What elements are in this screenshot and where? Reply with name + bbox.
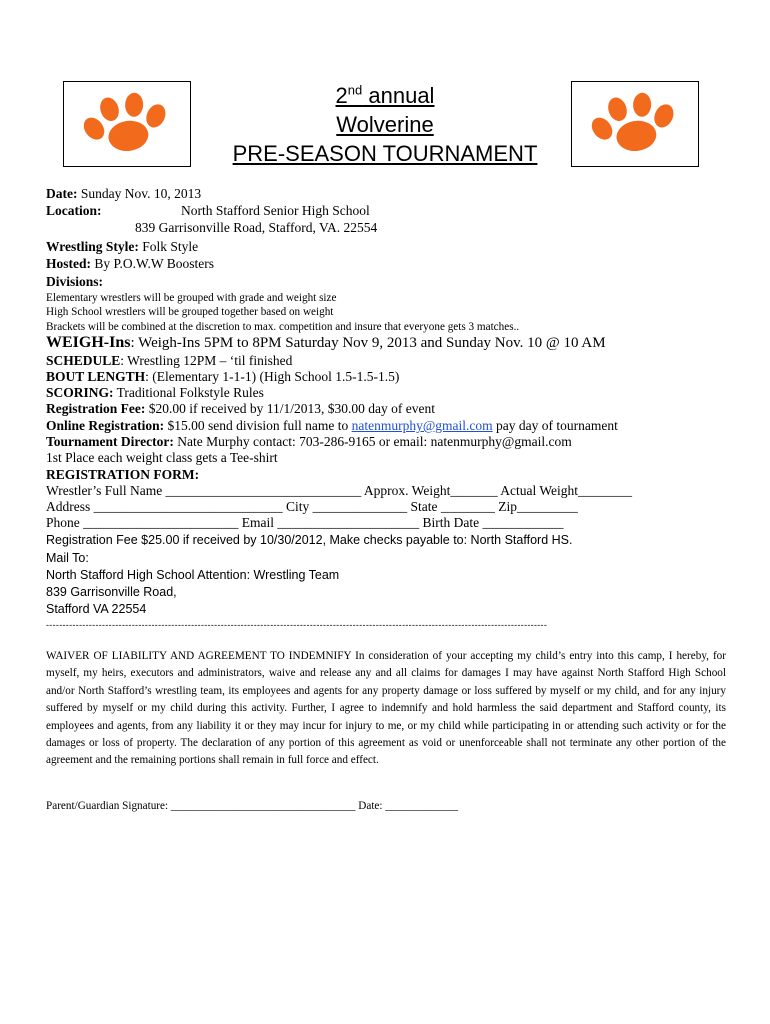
bout-length-line: BOUT LENGTH: (Elementary 1-1-1) (High School 1.5-1.5-1.5)	[46, 369, 400, 384]
scoring-line: SCORING: Traditional Folkstyle Rules	[46, 385, 264, 400]
form-row-address: Address ____________________________ City ______________ State ________ Zip_________	[46, 499, 578, 514]
prize-line: 1st Place each weight class gets a Tee-shirt	[46, 450, 278, 465]
form-fee-note: Registration Fee $25.00 if received by 10/30/2012, Make checks payable to: North Stafford HS.	[46, 533, 573, 547]
division-item: Brackets will be combined at the discretion to max. competition and insure that everyone gets 3 matches..	[46, 321, 520, 333]
online-registration-line: Online Registration: $15.00 send division full name to natenmurphy@gmail.com pay day of tournament	[46, 418, 618, 433]
mail-address-line: North Stafford High School Attention: Wrestling Team	[46, 568, 340, 582]
form-row-phone: Phone _______________________ Email _____________________ Birth Date ____________	[46, 515, 564, 530]
waiver-text: WAIVER OF LIABILITY AND AGREEMENT TO INDEMNIFY In consideration of your accepting my child’s entry into this camp, I hereby, for myself, my heirs, executors and administrators, waive and release any and all claims for damages I may have against North Stafford High School and/or North Stafford’s wrestling team, its employees and agents for any property damage or loss suffered by myself or my child, and for any injury suffered by myself or my child during this activity. Further, I agree to indemnify and hold harmless the said department and Stafford county, its employees and agents, from any liability it or they may incur for injury to me, or my child while participating in or attending such activity or for the damages or loss of property. The declaration of any portion of this agreement as void or unenforceable shall not terminate any other portion of the agreement and the remaining portions shall remain in full force and effect.	[46, 650, 726, 767]
schedule-line: SCHEDULE: Wrestling 12PM – ‘til finished	[46, 353, 293, 368]
title-subtitle: PRE-SEASON TOURNAMENT	[232, 141, 538, 166]
mail-to-label: Mail To:	[46, 551, 89, 565]
mail-address-line: Stafford VA 22554	[46, 602, 147, 616]
signature-line: Parent/Guardian Signature: _________________________________ Date: _____________	[46, 800, 459, 812]
email-link[interactable]: natenmurphy@gmail.com	[351, 418, 493, 433]
form-row-name: Wrestler’s Full Name _____________________________ Approx. Weight_______ Actual Weight________	[46, 483, 632, 498]
form-heading: REGISTRATION FORM:	[46, 467, 200, 482]
division-item: Elementary wrestlers will be grouped with grade and weight size	[46, 292, 337, 304]
title-name: Wolverine	[336, 112, 434, 137]
mail-address-line: 839 Garrisonville Road,	[46, 585, 177, 599]
date-line: Date: Sunday Nov. 10, 2013	[46, 186, 202, 201]
weighins-line: WEIGH-Ins: Weigh-Ins 5PM to 8PM Saturday Nov 9, 2013 and Sunday Nov. 10 @ 10 AM	[46, 334, 606, 351]
division-item: High School wrestlers will be grouped together based on weight	[46, 306, 334, 318]
title-edition: 2nd annual	[335, 82, 435, 108]
hosted-line: Hosted: By P.O.W.W Boosters	[46, 256, 215, 271]
divisions-heading: Divisions:	[46, 274, 104, 289]
director-line: Tournament Director: Nate Murphy contact: 703-286-9165 or email: natenmurphy@gmail.com	[46, 434, 572, 449]
separator-line: --------------------------------------------------------------------------------------------------------------------------------------------------------	[46, 620, 548, 630]
location-address: 839 Garrisonville Road, Stafford, VA. 22554	[135, 220, 378, 235]
style-line: Wrestling Style: Folk Style	[46, 239, 199, 254]
location-line: Location: North Stafford Senior High School	[46, 203, 370, 218]
registration-fee-line: Registration Fee: $20.00 if received by 11/1/2013, $30.00 day of event	[46, 401, 436, 416]
